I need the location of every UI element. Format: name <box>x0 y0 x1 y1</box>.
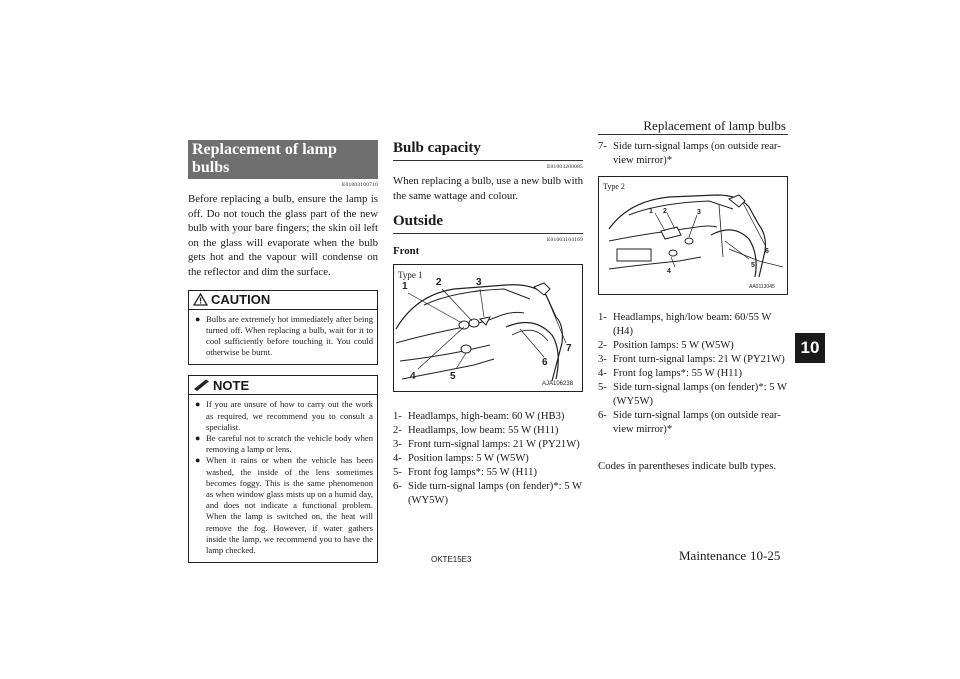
list-item-text: Front turn-signal lamps: 21 W (PY21W) <box>613 354 785 365</box>
figure-callout: 5 <box>450 371 456 383</box>
list-item-number: 3- <box>393 439 402 451</box>
bulb-capacity-intro: When replacing a bulb, use a new bulb with the same wattage and colour. <box>393 175 583 202</box>
chapter-tab: 10 <box>795 333 825 363</box>
note-box <box>188 375 378 563</box>
list-item <box>393 466 583 480</box>
list-item-number: 7- <box>598 141 607 152</box>
figure-callout: 7 <box>566 343 572 355</box>
list-item <box>598 367 788 381</box>
list-item-text: Headlamps, high/low beam: 60/55 W (H4) <box>613 312 772 337</box>
figure-code: AA0113045 <box>749 284 775 290</box>
list-item <box>393 452 583 466</box>
list-item-text: Side turn-signal lamps (on outside rear-view mirror)* <box>613 141 781 166</box>
pencil-note-icon <box>193 379 210 391</box>
figure-type1 <box>393 264 583 392</box>
list-item-text: Position lamps: 5 W (W5W) <box>613 340 734 351</box>
bullet-icon: ● <box>195 313 201 324</box>
list-item-number: 5- <box>393 467 402 479</box>
section-heading-bulb-capacity: Bulb capacity <box>393 140 583 161</box>
figure-callout: 3 <box>697 209 701 216</box>
figure-code: AJA106238 <box>542 381 574 388</box>
figure-callout: 1 <box>402 281 408 293</box>
figure-callout: 2 <box>663 208 667 215</box>
section-code: E01003200085 <box>546 164 583 170</box>
note-item-text: When it rains or when the vehicle has been washed, the inside of the lens sometimes becomes foggy. This is the same phenomenon as when window glass mists up on a humid day, and does not indicate a functional problem. When the lamp is switched on, the heat will remove the fog. However, if water gathers inside the lamp, we recommend you to have the lamp checked. <box>206 455 373 556</box>
list-item <box>598 381 788 409</box>
list-item-text: Side turn-signal lamps (on fender)*: 5 W (WY5W) <box>613 382 787 407</box>
note-item-text: Be careful not to scratch the vehicle body when removing a lamp or lens. <box>206 432 373 455</box>
note-item <box>195 433 373 455</box>
footer-code: OKTE15E3 <box>431 555 472 564</box>
caution-item <box>195 314 373 359</box>
figure-callout: 3 <box>476 277 482 289</box>
note-body <box>189 395 377 562</box>
caution-box <box>188 290 378 366</box>
list-item-number: 6- <box>598 410 607 421</box>
list-item-number: 1- <box>598 312 607 323</box>
list-item-text: Front fog lamps*: 55 W (H11) <box>408 467 537 479</box>
car-front-illustration-type1 <box>394 265 582 391</box>
list-item-number: 6- <box>393 481 402 493</box>
caution-label: CAUTION <box>211 292 271 308</box>
warning-triangle-icon <box>193 293 208 306</box>
column-replacement <box>188 140 378 563</box>
list-item <box>598 140 788 168</box>
note-item <box>195 399 373 433</box>
list-item-number: 4- <box>393 453 402 465</box>
list-item-text: Front fog lamps*: 55 W (H11) <box>613 368 742 379</box>
list-item <box>393 424 583 438</box>
note-item-text: If you are unsure of how to carry out the work as required, we recommend you to consult a specialist. <box>206 399 373 432</box>
subsection-code: E01003104169 <box>546 237 583 244</box>
figure-type2 <box>598 176 788 295</box>
section-code: E01003100710 <box>341 182 378 188</box>
figure-callout: 6 <box>765 248 769 255</box>
column-bulb-capacity-cont <box>598 140 788 474</box>
bulb-list-type2 <box>598 311 788 437</box>
note-header <box>189 376 377 395</box>
intro-paragraph: Before replacing a bulb, ensure the lamp is off. Do not touch the glass part of the new bulb with your bare fingers; the skin oil left on the glass will evaporate when the bulb gets hot and the vapour will condense on the reflector and dim the surface. <box>188 193 378 278</box>
figure-callout: 1 <box>649 208 653 215</box>
list-item <box>598 339 788 353</box>
figure-callout: 2 <box>436 277 442 289</box>
car-front-illustration-type2 <box>599 177 787 294</box>
running-header-title: Replacement of lamp bulbs <box>643 118 786 133</box>
list-item-text: Front turn-signal lamps: 21 W (PY21W) <box>408 439 580 451</box>
note-item <box>195 455 373 556</box>
list-item <box>393 410 583 424</box>
list-item-text: Side turn-signal lamps (on fender)*: 5 W (WY5W) <box>408 481 582 507</box>
list-item <box>598 353 788 367</box>
list-item-text: Side turn-signal lamps (on outside rear-view mirror)* <box>613 410 781 435</box>
list-item <box>598 311 788 339</box>
list-item-text: Headlamps, low beam: 55 W (H11) <box>408 425 559 437</box>
subsection-heading-outside: Outside <box>393 213 583 234</box>
caution-header <box>189 291 377 310</box>
list-item <box>393 438 583 452</box>
figure-callout: 5 <box>751 262 755 269</box>
bullet-icon: ● <box>195 399 201 410</box>
footer-page-number: 10-25 <box>750 548 781 563</box>
figure-callout: 4 <box>410 371 416 383</box>
bulb-list-type1 <box>393 410 583 508</box>
list-item-number: 2- <box>393 425 402 437</box>
figure-type-label: Type 1 <box>398 270 423 281</box>
list-item-number: 1- <box>393 411 402 423</box>
front-label: Front <box>393 245 420 258</box>
list-item <box>393 480 583 508</box>
section-heading-replacement: Replacement of lamp bulbs <box>188 140 378 179</box>
footer-section: Maintenance <box>679 548 747 563</box>
list-item-text: Headlamps, high-beam: 60 W (HB3) <box>408 411 565 423</box>
list-item-number: 2- <box>598 340 607 351</box>
column-bulb-capacity <box>393 140 583 508</box>
list-item <box>598 409 788 437</box>
figure-callout: 6 <box>542 357 548 369</box>
figure-type-label: Type 2 <box>603 182 625 191</box>
list-item-text: Position lamps: 5 W (W5W) <box>408 453 529 465</box>
caution-item-text: Bulbs are extremely hot immediately after being turned off. When replacing a bulb, wait for it to cool sufficiently before touching it. You could otherwise be burnt. <box>206 313 373 358</box>
header-rule <box>598 134 788 135</box>
bullet-icon: ● <box>195 432 201 443</box>
figure-callout: 4 <box>667 268 671 275</box>
list-item-number: 5- <box>598 382 607 393</box>
note-label: NOTE <box>213 377 250 393</box>
list-item-number: 3- <box>598 354 607 365</box>
list-item-number: 4- <box>598 368 607 379</box>
caution-body <box>189 310 377 365</box>
bulb-type-footnote: Codes in parentheses indicate bulb types. <box>598 460 777 472</box>
bullet-icon: ● <box>195 455 201 466</box>
